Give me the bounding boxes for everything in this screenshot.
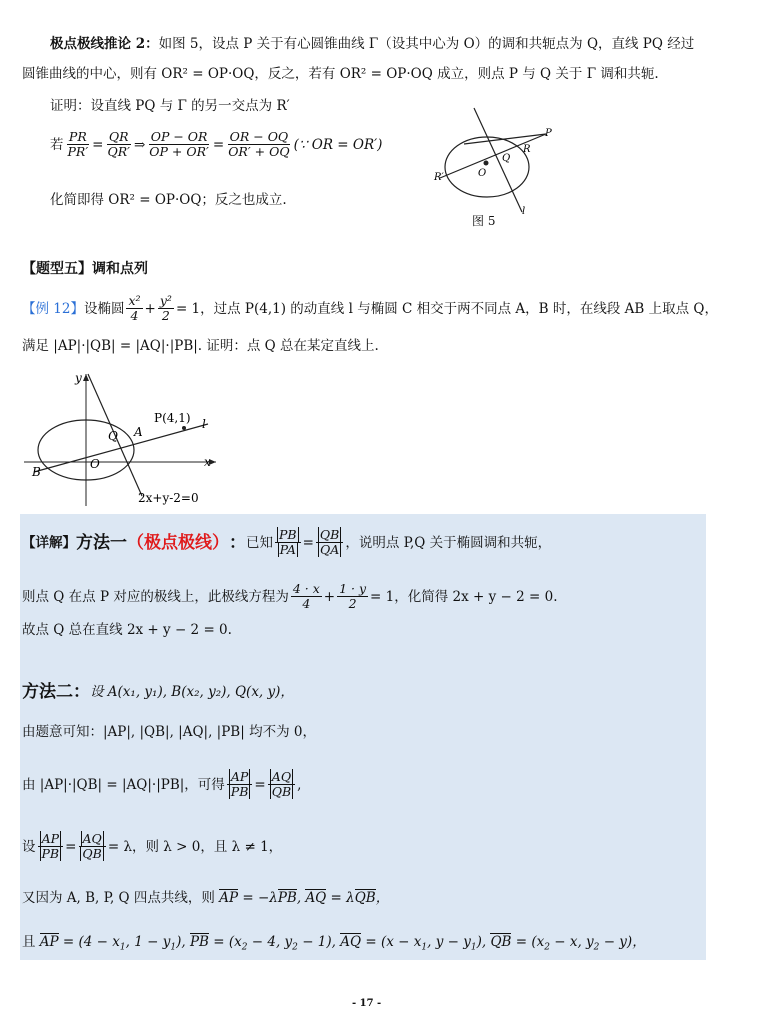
- method1-colon: ：: [229, 532, 246, 553]
- fig2-label-x: x: [204, 455, 211, 469]
- solution-tag: 【详解】: [22, 534, 76, 551]
- fig2-label-b: B: [32, 465, 41, 479]
- fig2-label-q: Q: [108, 429, 118, 443]
- method2-text6: 且: [22, 934, 36, 950]
- fig2-point-p: [182, 426, 186, 430]
- corollary-title: 极点极线推论 2：: [50, 36, 159, 52]
- proof-intro: 证明：设直线 PQ 与 Γ 的另一交点为 R′: [50, 98, 290, 114]
- method2-title: 方法二：: [22, 682, 90, 702]
- method2-line3: 由 |AP|·|QB| = |AQ|·|PB|，可得 $\frac{AP}{PB}$ = $\frac{AQ}{QB}$ ,: [22, 769, 302, 799]
- method2-line5: 又因为 A, B, P, Q 四点共线，则 AP = −λPB, AQ = λQB，: [22, 890, 390, 906]
- page-number: - 17 -: [352, 998, 382, 1009]
- fig2-label-y: y: [75, 371, 82, 385]
- fig5-label-rprime: R′: [434, 172, 444, 183]
- method2-text3a: 由 |AP|·|QB| = |AQ|·|PB|，可得: [22, 776, 225, 793]
- fig5-label-l: l: [522, 206, 526, 217]
- fig5-label-o: O: [478, 168, 487, 179]
- method2-set: 设 A(x₁, y₁), B(x₂, y₂), Q(x, y)，: [90, 684, 294, 700]
- fig5-point-o: [484, 161, 489, 166]
- fig2-label-o: O: [90, 457, 100, 471]
- method2-text4a: 设: [22, 838, 36, 855]
- example-line2: 满足 |AP|·|QB| = |AQ|·|PB|. 证明：点 Q 总在某定直线上.: [22, 338, 379, 354]
- method1-text2a: 则点 Q 在点 P 对应的极线上，此极线方程为: [22, 588, 289, 605]
- example-tag: 【例 12】: [22, 300, 84, 317]
- example-text-a: 设椭圆: [83, 300, 125, 317]
- method2-text5: 又因为 A, B, P, Q 四点共线，则: [22, 890, 215, 906]
- method2-line2: 由题意可知：|AP|, |QB|, |AQ|, |PB| 均不为 0，: [22, 724, 316, 740]
- fig5-label-r: R: [523, 144, 531, 155]
- figure-ellipse: [20, 366, 220, 510]
- method1-line2: 则点 Q 在点 P 对应的极线上，此极线方程为 $\frac{4 \cdot x}{4}$ + $\frac{1 \cdot y}{2}$ = 1，化简得 2x + y − 2 = 0.: [22, 581, 558, 611]
- example-line1: 【例 12】 设椭圆 $\frac{\text{x²}}{4}$ + $\frac{\text{y²}}{2}$ = 1，过点 P(4,1) 的动直线 l 与椭圆 C 相交于两不同点 A，B 时，在线段 AB 上取点 Q，: [22, 293, 718, 323]
- method1-line1: 【详解】 方法一 （极点极线） ： 已知 $\frac{PB}{PA}$ = $\frac{QB}{QA}$ ，说明点 P,Q 关于椭圆调和共轭，: [22, 527, 552, 557]
- fig5-label-p: P: [545, 128, 552, 139]
- fig2-label-l: l: [202, 417, 206, 431]
- method1-title: 方法一: [76, 532, 127, 553]
- fig5-caption: 图 5: [472, 214, 496, 228]
- method2-line4: 设 $\frac{AP}{PB}$ = $\frac{AQ}{QB}$ = λ，则 λ > 0，且 λ ≠ 1，: [22, 831, 283, 861]
- proof-if: 若: [50, 136, 64, 153]
- fig5-label-q: Q: [502, 153, 511, 164]
- method1-text2b: = 1，化简得 2x + y − 2 = 0.: [370, 588, 558, 605]
- section-title: 【题型五】调和点列: [22, 261, 148, 277]
- proof-equation: 若 $\frac{PR}{PR'}$ = $\frac{QR}{QR'}$ ⇒ $\frac{OP - OR}{OP + OR'}$ = $\frac{OR - OQ}{OR' + OQ}$ (∵ OR = OR′): [50, 129, 383, 159]
- proof-because: (∵ OR = OR′): [293, 136, 383, 153]
- fig2-label-line: 2x+y-2=0: [138, 491, 199, 505]
- method1-text1: ，说明点 P,Q 关于椭圆调和共轭，: [345, 534, 552, 551]
- method2-line1: [22, 682, 294, 702]
- corollary-text1: 如图 5，设点 P 关于有心圆锥曲线 Γ（设其中心为 O）的调和共轭点为 Q，直线 PQ 经过: [158, 36, 695, 52]
- example-text-b: = 1，过点 P(4,1) 的动直线 l 与椭圆 C 相交于两不同点 A，B 时，在线段 AB 上取点 Q，: [175, 300, 718, 317]
- figure-5: [430, 100, 570, 230]
- fig2-label-a: A: [134, 425, 143, 439]
- corollary-line2: 圆锥曲线的中心，则有 OR² = OP·OQ，反之，若有 OR² = OP·OQ 成立，则点 P 与 Q 关于 Γ 调和共轭.: [22, 66, 659, 82]
- fig2-label-p: P(4,1): [154, 411, 191, 425]
- method1-paren: （极点极线）: [127, 532, 229, 553]
- method1-known: 已知: [246, 534, 273, 551]
- proof-conclusion: 化简即得 OR² = OP·OQ；反之也成立.: [50, 192, 287, 208]
- method2-text4b: = λ，则 λ > 0，且 λ ≠ 1，: [107, 838, 283, 855]
- corollary-line1: [50, 34, 694, 54]
- method2-line6: 且 AP = ($4 - x_1$, $1 - y_1$), PB = ($x_2 - 4$, $y_2 - 1$), AQ = ($x - x_1$, $y - y_1$), QB = ($x_2 - x$, $y_2 - y$)，: [22, 934, 646, 953]
- method1-line3: 故点 Q 总在直线 2x + y − 2 = 0.: [22, 622, 232, 638]
